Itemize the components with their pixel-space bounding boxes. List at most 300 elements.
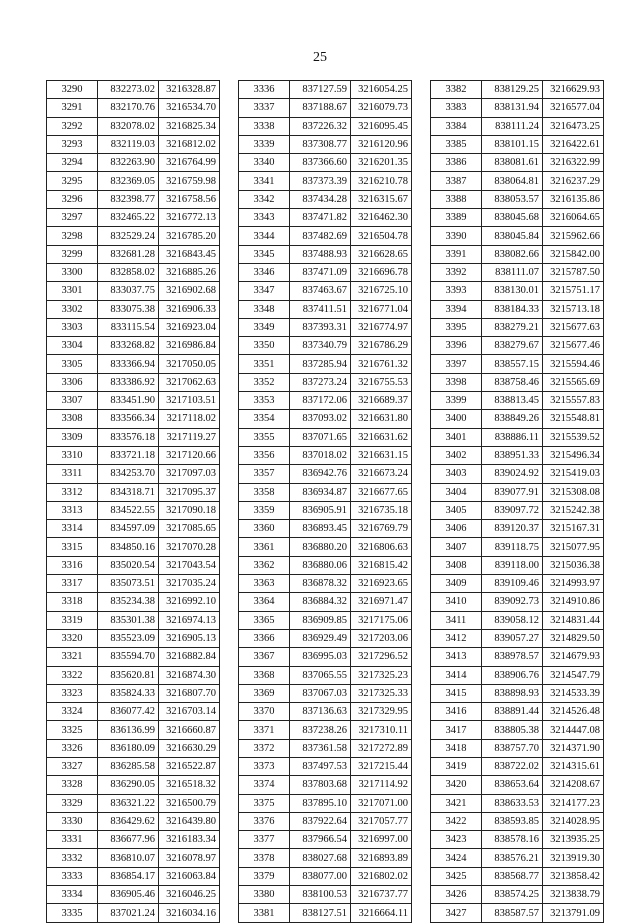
table-row [431, 81, 604, 99]
y-coordinate-cell: 3216906.33 [159, 300, 220, 318]
point-number-cell: 3340 [239, 154, 290, 172]
x-coordinate-cell: 838578.16 [482, 831, 543, 849]
point-number-cell: 3350 [239, 337, 290, 355]
point-number-cell: 3301 [47, 282, 98, 300]
y-coordinate-cell: 3216439.80 [159, 812, 220, 830]
x-coordinate-cell: 838633.53 [482, 794, 543, 812]
point-number-cell: 3374 [239, 776, 290, 794]
table-row [431, 446, 604, 464]
y-coordinate-cell: 3216923.04 [159, 318, 220, 336]
point-number-cell: 3426 [431, 886, 482, 904]
x-coordinate-cell: 836880.20 [290, 538, 351, 556]
y-coordinate-cell: 3216812.02 [159, 135, 220, 153]
point-number-cell: 3344 [239, 227, 290, 245]
point-number-cell: 3425 [431, 867, 482, 885]
x-coordinate-cell: 838100.53 [290, 886, 351, 904]
table-row [47, 794, 220, 812]
table-row [239, 190, 412, 208]
table-row [47, 392, 220, 410]
x-coordinate-cell: 838978.57 [482, 648, 543, 666]
point-number-cell: 3358 [239, 483, 290, 501]
y-coordinate-cell: 3215594.46 [543, 355, 604, 373]
point-number-cell: 3326 [47, 739, 98, 757]
y-coordinate-cell: 3216689.37 [351, 392, 412, 410]
y-coordinate-cell: 3216079.73 [351, 99, 412, 117]
y-coordinate-cell: 3215677.63 [543, 318, 604, 336]
table-row [239, 812, 412, 830]
table-row [47, 355, 220, 373]
x-coordinate-cell: 836321.22 [98, 794, 159, 812]
point-number-cell: 3366 [239, 629, 290, 647]
table-row [431, 794, 604, 812]
x-coordinate-cell: 836077.42 [98, 703, 159, 721]
table-row [47, 428, 220, 446]
table-row [431, 538, 604, 556]
table-row [239, 648, 412, 666]
y-coordinate-cell: 3217035.24 [159, 575, 220, 593]
table-row [431, 190, 604, 208]
y-coordinate-cell: 3217114.92 [351, 776, 412, 794]
table-row [431, 812, 604, 830]
x-coordinate-cell: 833075.38 [98, 300, 159, 318]
point-number-cell: 3362 [239, 556, 290, 574]
table-row [47, 666, 220, 684]
point-number-cell: 3290 [47, 81, 98, 99]
table-row [47, 776, 220, 794]
x-coordinate-cell: 836905.91 [290, 501, 351, 519]
y-coordinate-cell: 3216078.97 [159, 849, 220, 867]
table-row [431, 648, 604, 666]
table-row [431, 392, 604, 410]
y-coordinate-cell: 3216500.79 [159, 794, 220, 812]
y-coordinate-cell: 3216534.70 [159, 99, 220, 117]
point-number-cell: 3356 [239, 446, 290, 464]
point-number-cell: 3355 [239, 428, 290, 446]
coordinates-table-left [46, 80, 220, 923]
y-coordinate-cell: 3215167.31 [543, 520, 604, 538]
table-row [239, 721, 412, 739]
table-row [239, 666, 412, 684]
x-coordinate-cell: 836905.46 [98, 886, 159, 904]
point-number-cell: 3403 [431, 465, 482, 483]
table-row [47, 886, 220, 904]
x-coordinate-cell: 836929.49 [290, 629, 351, 647]
point-number-cell: 3332 [47, 849, 98, 867]
table-row [431, 282, 604, 300]
table-row [47, 721, 220, 739]
y-coordinate-cell: 3216737.77 [351, 886, 412, 904]
x-coordinate-cell: 837393.31 [290, 318, 351, 336]
y-coordinate-cell: 3216660.87 [159, 721, 220, 739]
point-number-cell: 3336 [239, 81, 290, 99]
point-number-cell: 3329 [47, 794, 98, 812]
x-coordinate-cell: 834253.70 [98, 465, 159, 483]
table-row [239, 245, 412, 263]
x-coordinate-cell: 836909.85 [290, 611, 351, 629]
y-coordinate-cell: 3217272.89 [351, 739, 412, 757]
point-number-cell: 3341 [239, 172, 290, 190]
y-coordinate-cell: 3214533.39 [543, 684, 604, 702]
y-coordinate-cell: 3216629.93 [543, 81, 604, 99]
x-coordinate-cell: 833721.18 [98, 446, 159, 464]
table-row [47, 227, 220, 245]
y-coordinate-cell: 3216755.53 [351, 373, 412, 391]
table-row [239, 227, 412, 245]
table-row [47, 154, 220, 172]
y-coordinate-cell: 3215962.66 [543, 227, 604, 245]
point-number-cell: 3335 [47, 904, 98, 922]
table-row [239, 446, 412, 464]
y-coordinate-cell: 3216843.45 [159, 245, 220, 263]
x-coordinate-cell: 837093.02 [290, 410, 351, 428]
table-row [239, 373, 412, 391]
y-coordinate-cell: 3216201.35 [351, 154, 412, 172]
x-coordinate-cell: 835073.51 [98, 575, 159, 593]
x-coordinate-cell: 836934.87 [290, 483, 351, 501]
x-coordinate-cell: 832170.76 [98, 99, 159, 117]
x-coordinate-cell: 832078.02 [98, 117, 159, 135]
point-number-cell: 3421 [431, 794, 482, 812]
y-coordinate-cell: 3217296.52 [351, 648, 412, 666]
table-row [239, 794, 412, 812]
y-coordinate-cell: 3214447.08 [543, 721, 604, 739]
table-row [239, 135, 412, 153]
y-coordinate-cell: 3217175.06 [351, 611, 412, 629]
table-row [431, 831, 604, 849]
y-coordinate-cell: 3213919.30 [543, 849, 604, 867]
y-coordinate-cell: 3216630.29 [159, 739, 220, 757]
y-coordinate-cell: 3216095.45 [351, 117, 412, 135]
table-row [47, 611, 220, 629]
y-coordinate-cell: 3214831.44 [543, 611, 604, 629]
point-number-cell: 3348 [239, 300, 290, 318]
point-number-cell: 3311 [47, 465, 98, 483]
point-number-cell: 3410 [431, 593, 482, 611]
table-row [431, 849, 604, 867]
y-coordinate-cell: 3216774.97 [351, 318, 412, 336]
y-coordinate-cell: 3217215.44 [351, 757, 412, 775]
point-number-cell: 3380 [239, 886, 290, 904]
table-row [239, 629, 412, 647]
table-row [47, 483, 220, 501]
table-row [239, 703, 412, 721]
x-coordinate-cell: 836942.76 [290, 465, 351, 483]
point-number-cell: 3377 [239, 831, 290, 849]
table-row [47, 190, 220, 208]
x-coordinate-cell: 838127.51 [290, 904, 351, 922]
x-coordinate-cell: 836995.03 [290, 648, 351, 666]
table-row [431, 483, 604, 501]
table-row [431, 739, 604, 757]
x-coordinate-cell: 837067.03 [290, 684, 351, 702]
x-coordinate-cell: 836884.32 [290, 593, 351, 611]
y-coordinate-cell: 3215548.81 [543, 410, 604, 428]
x-coordinate-cell: 838653.64 [482, 776, 543, 794]
x-coordinate-cell: 837340.79 [290, 337, 351, 355]
y-coordinate-cell: 3216120.96 [351, 135, 412, 153]
point-number-cell: 3323 [47, 684, 98, 702]
table-row [47, 446, 220, 464]
y-coordinate-cell: 3216422.61 [543, 135, 604, 153]
x-coordinate-cell: 836429.62 [98, 812, 159, 830]
x-coordinate-cell: 836880.06 [290, 556, 351, 574]
x-coordinate-cell: 837895.10 [290, 794, 351, 812]
x-coordinate-cell: 838722.02 [482, 757, 543, 775]
x-coordinate-cell: 837188.67 [290, 99, 351, 117]
y-coordinate-cell: 3215557.83 [543, 392, 604, 410]
y-coordinate-cell: 3216882.84 [159, 648, 220, 666]
x-coordinate-cell: 838574.25 [482, 886, 543, 904]
point-number-cell: 3322 [47, 666, 98, 684]
table-row [239, 556, 412, 574]
table-row [47, 172, 220, 190]
x-coordinate-cell: 838111.24 [482, 117, 543, 135]
x-coordinate-cell: 838593.85 [482, 812, 543, 830]
table-row [431, 757, 604, 775]
x-coordinate-cell: 838045.68 [482, 209, 543, 227]
x-coordinate-cell: 837065.55 [290, 666, 351, 684]
x-coordinate-cell: 838891.44 [482, 703, 543, 721]
table-row [47, 648, 220, 666]
x-coordinate-cell: 837071.65 [290, 428, 351, 446]
x-coordinate-cell: 833451.90 [98, 392, 159, 410]
y-coordinate-cell: 3217097.03 [159, 465, 220, 483]
table-row [431, 501, 604, 519]
point-number-cell: 3364 [239, 593, 290, 611]
point-number-cell: 3392 [431, 263, 482, 281]
point-number-cell: 3397 [431, 355, 482, 373]
point-number-cell: 3415 [431, 684, 482, 702]
y-coordinate-cell: 3214208.67 [543, 776, 604, 794]
x-coordinate-cell: 839058.12 [482, 611, 543, 629]
x-coordinate-cell: 837308.77 [290, 135, 351, 153]
x-coordinate-cell: 833115.54 [98, 318, 159, 336]
x-coordinate-cell: 833037.75 [98, 282, 159, 300]
y-coordinate-cell: 3213858.42 [543, 867, 604, 885]
x-coordinate-cell: 837463.67 [290, 282, 351, 300]
y-coordinate-cell: 3216673.24 [351, 465, 412, 483]
table-row [47, 904, 220, 922]
table-row [239, 154, 412, 172]
x-coordinate-cell: 835824.33 [98, 684, 159, 702]
y-coordinate-cell: 3217119.27 [159, 428, 220, 446]
point-number-cell: 3318 [47, 593, 98, 611]
y-coordinate-cell: 3216905.13 [159, 629, 220, 647]
x-coordinate-cell: 835523.09 [98, 629, 159, 647]
point-number-cell: 3305 [47, 355, 98, 373]
y-coordinate-cell: 3217071.00 [351, 794, 412, 812]
point-number-cell: 3304 [47, 337, 98, 355]
x-coordinate-cell: 839092.73 [482, 593, 543, 611]
table-row [431, 575, 604, 593]
x-coordinate-cell: 838101.15 [482, 135, 543, 153]
x-coordinate-cell: 837273.24 [290, 373, 351, 391]
y-coordinate-cell: 3216974.13 [159, 611, 220, 629]
y-coordinate-cell: 3216725.10 [351, 282, 412, 300]
y-coordinate-cell: 3216807.70 [159, 684, 220, 702]
y-coordinate-cell: 3213791.09 [543, 904, 604, 922]
table-row [47, 703, 220, 721]
x-coordinate-cell: 837411.51 [290, 300, 351, 318]
point-number-cell: 3412 [431, 629, 482, 647]
table-row [47, 318, 220, 336]
y-coordinate-cell: 3217043.54 [159, 556, 220, 574]
y-coordinate-cell: 3216518.32 [159, 776, 220, 794]
point-number-cell: 3296 [47, 190, 98, 208]
point-number-cell: 3309 [47, 428, 98, 446]
x-coordinate-cell: 836810.07 [98, 849, 159, 867]
point-number-cell: 3385 [431, 135, 482, 153]
table-row [239, 355, 412, 373]
point-number-cell: 3399 [431, 392, 482, 410]
x-coordinate-cell: 833366.94 [98, 355, 159, 373]
table-row [47, 135, 220, 153]
x-coordinate-cell: 832398.77 [98, 190, 159, 208]
point-number-cell: 3313 [47, 501, 98, 519]
table-row [239, 739, 412, 757]
y-coordinate-cell: 3214829.50 [543, 629, 604, 647]
point-number-cell: 3307 [47, 392, 98, 410]
table-row [47, 282, 220, 300]
y-coordinate-cell: 3213935.25 [543, 831, 604, 849]
y-coordinate-cell: 3216034.16 [159, 904, 220, 922]
x-coordinate-cell: 836854.17 [98, 867, 159, 885]
y-coordinate-cell: 3216893.89 [351, 849, 412, 867]
point-number-cell: 3401 [431, 428, 482, 446]
table-row [239, 593, 412, 611]
y-coordinate-cell: 3217062.63 [159, 373, 220, 391]
table-row [239, 831, 412, 849]
table-row [239, 501, 412, 519]
y-coordinate-cell: 3216769.79 [351, 520, 412, 538]
point-number-cell: 3391 [431, 245, 482, 263]
y-coordinate-cell: 3217203.06 [351, 629, 412, 647]
x-coordinate-cell: 832529.24 [98, 227, 159, 245]
table-row [47, 575, 220, 593]
point-number-cell: 3411 [431, 611, 482, 629]
x-coordinate-cell: 838813.45 [482, 392, 543, 410]
y-coordinate-cell: 3216473.25 [543, 117, 604, 135]
x-coordinate-cell: 836677.96 [98, 831, 159, 849]
table-row [239, 209, 412, 227]
y-coordinate-cell: 3216802.02 [351, 867, 412, 885]
point-number-cell: 3298 [47, 227, 98, 245]
x-coordinate-cell: 839120.37 [482, 520, 543, 538]
x-coordinate-cell: 833386.92 [98, 373, 159, 391]
y-coordinate-cell: 3216210.78 [351, 172, 412, 190]
y-coordinate-cell: 3216992.10 [159, 593, 220, 611]
x-coordinate-cell: 838757.70 [482, 739, 543, 757]
x-coordinate-cell: 837172.06 [290, 392, 351, 410]
y-coordinate-cell: 3217120.66 [159, 446, 220, 464]
x-coordinate-cell: 832858.02 [98, 263, 159, 281]
y-coordinate-cell: 3216046.25 [159, 886, 220, 904]
point-number-cell: 3390 [431, 227, 482, 245]
point-number-cell: 3369 [239, 684, 290, 702]
table-row [431, 776, 604, 794]
x-coordinate-cell: 839109.46 [482, 575, 543, 593]
point-number-cell: 3420 [431, 776, 482, 794]
y-coordinate-cell: 3216504.78 [351, 227, 412, 245]
y-coordinate-cell: 3217095.37 [159, 483, 220, 501]
y-coordinate-cell: 3216328.87 [159, 81, 220, 99]
point-number-cell: 3328 [47, 776, 98, 794]
x-coordinate-cell: 839118.75 [482, 538, 543, 556]
x-coordinate-cell: 838568.77 [482, 867, 543, 885]
point-number-cell: 3379 [239, 867, 290, 885]
x-coordinate-cell: 837361.58 [290, 739, 351, 757]
point-number-cell: 3302 [47, 300, 98, 318]
point-number-cell: 3319 [47, 611, 98, 629]
table-row [431, 428, 604, 446]
point-number-cell: 3373 [239, 757, 290, 775]
x-coordinate-cell: 837373.39 [290, 172, 351, 190]
x-coordinate-cell: 833268.82 [98, 337, 159, 355]
y-coordinate-cell: 3215242.38 [543, 501, 604, 519]
table-row [239, 483, 412, 501]
point-number-cell: 3338 [239, 117, 290, 135]
table-row [239, 904, 412, 922]
y-coordinate-cell: 3216631.62 [351, 428, 412, 446]
point-number-cell: 3381 [239, 904, 290, 922]
y-coordinate-cell: 3213838.79 [543, 886, 604, 904]
point-number-cell: 3427 [431, 904, 482, 922]
x-coordinate-cell: 838064.81 [482, 172, 543, 190]
table-row [239, 282, 412, 300]
x-coordinate-cell: 838053.57 [482, 190, 543, 208]
point-number-cell: 3343 [239, 209, 290, 227]
point-number-cell: 3308 [47, 410, 98, 428]
y-coordinate-cell: 3215308.08 [543, 483, 604, 501]
point-number-cell: 3294 [47, 154, 98, 172]
table-row [47, 739, 220, 757]
x-coordinate-cell: 836136.99 [98, 721, 159, 739]
x-coordinate-cell: 837021.24 [98, 904, 159, 922]
table-row [47, 300, 220, 318]
table-row [431, 520, 604, 538]
point-number-cell: 3418 [431, 739, 482, 757]
point-number-cell: 3330 [47, 812, 98, 830]
page-number: 25 [313, 50, 327, 65]
point-number-cell: 3372 [239, 739, 290, 757]
y-coordinate-cell: 3216577.04 [543, 99, 604, 117]
x-coordinate-cell: 838131.94 [482, 99, 543, 117]
y-coordinate-cell: 3216183.34 [159, 831, 220, 849]
point-number-cell: 3367 [239, 648, 290, 666]
x-coordinate-cell: 837127.59 [290, 81, 351, 99]
table-row [239, 117, 412, 135]
y-coordinate-cell: 3216902.68 [159, 282, 220, 300]
y-coordinate-cell: 3215787.50 [543, 263, 604, 281]
point-number-cell: 3300 [47, 263, 98, 281]
x-coordinate-cell: 838557.15 [482, 355, 543, 373]
y-coordinate-cell: 3216628.65 [351, 245, 412, 263]
y-coordinate-cell: 3214526.48 [543, 703, 604, 721]
x-coordinate-cell: 838129.25 [482, 81, 543, 99]
table-row [47, 410, 220, 428]
y-coordinate-cell: 3215751.17 [543, 282, 604, 300]
point-number-cell: 3293 [47, 135, 98, 153]
x-coordinate-cell: 838111.07 [482, 263, 543, 281]
point-number-cell: 3382 [431, 81, 482, 99]
x-coordinate-cell: 838758.46 [482, 373, 543, 391]
point-number-cell: 3352 [239, 373, 290, 391]
x-coordinate-cell: 837471.09 [290, 263, 351, 281]
table-row [239, 392, 412, 410]
table-row [47, 245, 220, 263]
point-number-cell: 3405 [431, 501, 482, 519]
point-number-cell: 3400 [431, 410, 482, 428]
